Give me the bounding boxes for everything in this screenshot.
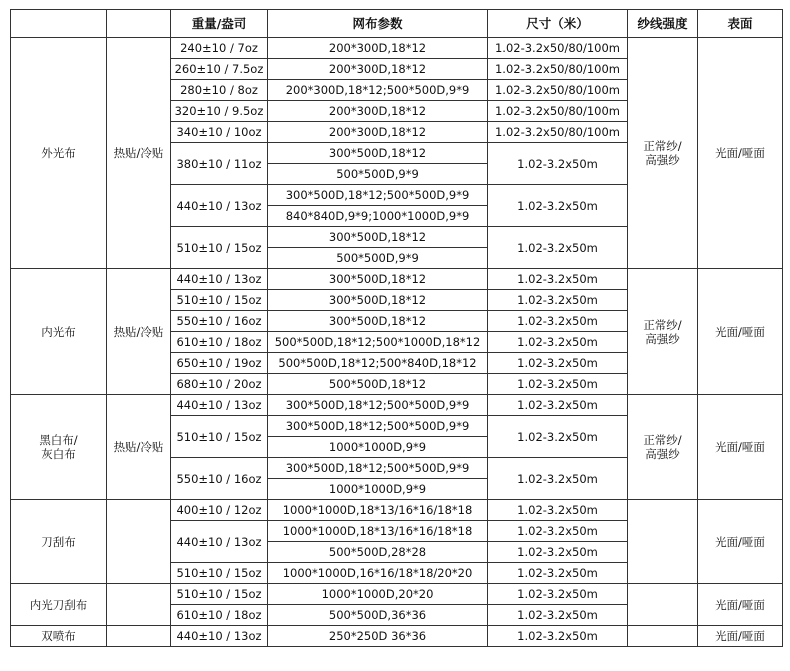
mesh-cell: 1000*1000D,20*20 (268, 584, 488, 605)
size-cell: 1.02-3.2x50/80/100m (488, 59, 628, 80)
mesh-cell: 200*300D,18*12;500*500D,9*9 (268, 80, 488, 101)
weight-cell: 440±10 / 13oz (171, 269, 268, 290)
method-cell (107, 584, 171, 626)
size-cell: 1.02-3.2x50m (488, 227, 628, 269)
size-cell: 1.02-3.2x50m (488, 353, 628, 374)
weight-cell: 400±10 / 12oz (171, 500, 268, 521)
weight-cell: 510±10 / 15oz (171, 584, 268, 605)
table-row (11, 500, 783, 521)
surface-cell: 光面/哑面 (698, 395, 783, 500)
weight-cell: 320±10 / 9.5oz (171, 101, 268, 122)
surface-cell: 光面/哑面 (698, 269, 783, 395)
size-cell: 1.02-3.2x50m (488, 374, 628, 395)
category-cell: 内光布 (11, 269, 107, 395)
category-cell: 双喷布 (11, 626, 107, 647)
mesh-cell: 300*500D,18*12;500*500D,9*9 (268, 416, 488, 437)
mesh-cell: 300*500D,18*12 (268, 311, 488, 332)
size-cell: 1.02-3.2x50/80/100m (488, 101, 628, 122)
method-cell: 热贴/冷贴 (107, 269, 171, 395)
strength-cell (628, 626, 698, 647)
table-row (11, 395, 783, 416)
weight-cell: 680±10 / 20oz (171, 374, 268, 395)
size-cell: 1.02-3.2x50m (488, 542, 628, 563)
table-row (11, 38, 783, 59)
mesh-cell: 500*500D,28*28 (268, 542, 488, 563)
mesh-cell: 1000*1000D,16*16/18*18/20*20 (268, 563, 488, 584)
size-cell: 1.02-3.2x50m (488, 605, 628, 626)
spec-table (10, 9, 783, 647)
header-row (11, 10, 783, 38)
weight-cell: 340±10 / 10oz (171, 122, 268, 143)
mesh-cell: 500*500D,9*9 (268, 248, 488, 269)
mesh-cell: 300*500D,18*12 (268, 269, 488, 290)
mesh-cell: 500*500D,18*12;500*1000D,18*12 (268, 332, 488, 353)
mesh-cell: 300*500D,18*12 (268, 290, 488, 311)
surface-cell: 光面/哑面 (698, 38, 783, 269)
size-cell: 1.02-3.2x50m (488, 143, 628, 185)
header-category (11, 10, 107, 38)
weight-cell: 440±10 / 13oz (171, 185, 268, 227)
size-cell: 1.02-3.2x50m (488, 332, 628, 353)
weight-cell: 380±10 / 11oz (171, 143, 268, 185)
mesh-cell: 500*500D,18*12;500*840D,18*12 (268, 353, 488, 374)
mesh-cell: 1000*1000D,9*9 (268, 437, 488, 458)
size-cell: 1.02-3.2x50m (488, 395, 628, 416)
size-cell: 1.02-3.2x50m (488, 584, 628, 605)
weight-cell: 510±10 / 15oz (171, 563, 268, 584)
size-cell: 1.02-3.2x50/80/100m (488, 38, 628, 59)
weight-cell: 440±10 / 13oz (171, 395, 268, 416)
size-cell: 1.02-3.2x50m (488, 185, 628, 227)
table-row (11, 626, 783, 647)
mesh-cell: 500*500D,36*36 (268, 605, 488, 626)
mesh-cell: 300*500D,18*12;500*500D,9*9 (268, 395, 488, 416)
header-weight: 重量/盎司 (171, 10, 268, 38)
mesh-cell: 1000*1000D,18*13/16*16/18*18 (268, 500, 488, 521)
header-surface: 表面 (698, 10, 783, 38)
method-cell (107, 626, 171, 647)
mesh-cell: 200*300D,18*12 (268, 59, 488, 80)
method-cell: 热贴/冷贴 (107, 38, 171, 269)
category-cell: 外光布 (11, 38, 107, 269)
mesh-cell: 200*300D,18*12 (268, 38, 488, 59)
surface-cell: 光面/哑面 (698, 500, 783, 584)
header-method (107, 10, 171, 38)
weight-cell: 440±10 / 13oz (171, 521, 268, 563)
category-cell: 内光刀刮布 (11, 584, 107, 626)
weight-cell: 550±10 / 16oz (171, 311, 268, 332)
weight-cell: 510±10 / 15oz (171, 416, 268, 458)
category-cell: 黑白布/ 灰白布 (11, 395, 107, 500)
size-cell: 1.02-3.2x50m (488, 563, 628, 584)
method-cell (107, 500, 171, 584)
spec-body (11, 38, 783, 647)
size-cell: 1.02-3.2x50m (488, 521, 628, 542)
weight-cell: 260±10 / 7.5oz (171, 59, 268, 80)
strength-cell (628, 584, 698, 626)
table-row (11, 584, 783, 605)
strength-cell: 正常纱/ 高强纱 (628, 269, 698, 395)
size-cell: 1.02-3.2x50m (488, 458, 628, 500)
mesh-cell: 500*500D,9*9 (268, 164, 488, 185)
size-cell: 1.02-3.2x50m (488, 500, 628, 521)
mesh-cell: 200*300D,18*12 (268, 101, 488, 122)
header-strength: 纱线强度 (628, 10, 698, 38)
size-cell: 1.02-3.2x50m (488, 416, 628, 458)
table-row (11, 269, 783, 290)
mesh-cell: 1000*1000D,9*9 (268, 479, 488, 500)
size-cell: 1.02-3.2x50m (488, 311, 628, 332)
surface-cell: 光面/哑面 (698, 584, 783, 626)
weight-cell: 280±10 / 8oz (171, 80, 268, 101)
header-mesh: 网布参数 (268, 10, 488, 38)
header-size: 尺寸（米） (488, 10, 628, 38)
strength-cell (628, 500, 698, 584)
mesh-cell: 300*500D,18*12 (268, 227, 488, 248)
weight-cell: 650±10 / 19oz (171, 353, 268, 374)
size-cell: 1.02-3.2x50/80/100m (488, 122, 628, 143)
weight-cell: 610±10 / 18oz (171, 605, 268, 626)
mesh-cell: 1000*1000D,18*13/16*16/18*18 (268, 521, 488, 542)
surface-cell: 光面/哑面 (698, 626, 783, 647)
mesh-cell: 300*500D,18*12;500*500D,9*9 (268, 185, 488, 206)
strength-cell: 正常纱/ 高强纱 (628, 395, 698, 500)
weight-cell: 610±10 / 18oz (171, 332, 268, 353)
weight-cell: 510±10 / 15oz (171, 227, 268, 269)
category-cell: 刀刮布 (11, 500, 107, 584)
weight-cell: 510±10 / 15oz (171, 290, 268, 311)
mesh-cell: 300*500D,18*12 (268, 143, 488, 164)
method-cell: 热贴/冷贴 (107, 395, 171, 500)
mesh-cell: 500*500D,18*12 (268, 374, 488, 395)
mesh-cell: 250*250D 36*36 (268, 626, 488, 647)
strength-cell: 正常纱/ 高强纱 (628, 38, 698, 269)
weight-cell: 550±10 / 16oz (171, 458, 268, 500)
mesh-cell: 300*500D,18*12;500*500D,9*9 (268, 458, 488, 479)
size-cell: 1.02-3.2x50/80/100m (488, 80, 628, 101)
mesh-cell: 840*840D,9*9;1000*1000D,9*9 (268, 206, 488, 227)
weight-cell: 440±10 / 13oz (171, 626, 268, 647)
size-cell: 1.02-3.2x50m (488, 269, 628, 290)
mesh-cell: 200*300D,18*12 (268, 122, 488, 143)
weight-cell: 240±10 / 7oz (171, 38, 268, 59)
size-cell: 1.02-3.2x50m (488, 626, 628, 647)
size-cell: 1.02-3.2x50m (488, 290, 628, 311)
